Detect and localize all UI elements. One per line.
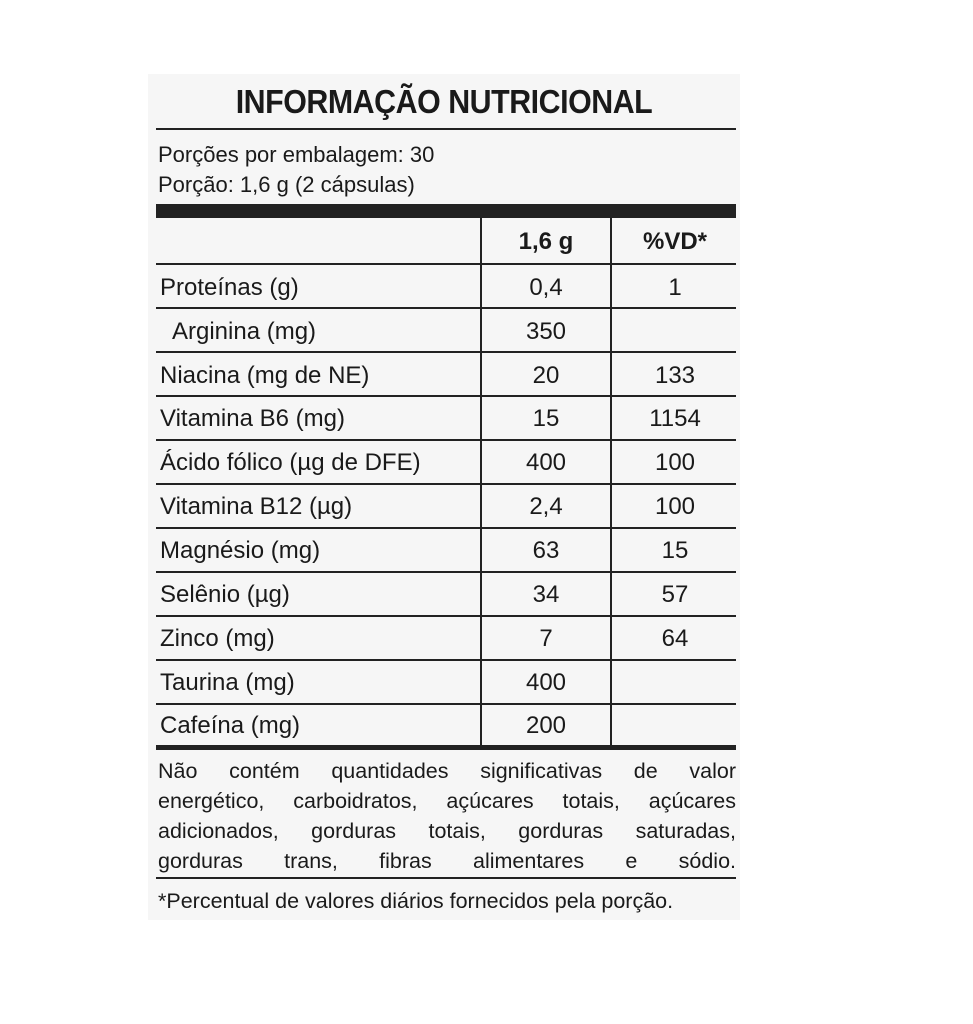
nutrient-label-proteinas: Proteínas (g) <box>160 274 299 301</box>
nutrient-amount-vitamina-b6: 15 <box>532 405 560 432</box>
row-divider <box>156 307 736 309</box>
nutrient-label-magnesio: Magnésio (mg) <box>160 537 321 564</box>
table-bottom-divider <box>156 745 736 750</box>
thick-divider <box>156 204 736 218</box>
nutrient-dv-selenio: 57 <box>661 581 689 608</box>
footnote-insignificant <box>158 756 736 876</box>
nutrient-label-zinco: Zinco (mg) <box>160 625 275 652</box>
nutrient-label-vitamina-b6: Vitamina B6 (mg) <box>160 405 345 432</box>
nutrient-label-vitamina-b12: Vitamina B12 (µg) <box>160 493 353 520</box>
nutrient-dv-vitamina-b12: 100 <box>654 493 696 520</box>
nutrient-amount-vitamina-b12: 2,4 <box>529 493 563 520</box>
footnote-divider <box>156 877 736 879</box>
nutrient-amount-zinco: 7 <box>539 625 553 652</box>
row-divider <box>156 351 736 353</box>
footnote-line: gorduras trans, fibras alimentares e sódio. <box>158 849 736 873</box>
nutrient-amount-cafeina: 200 <box>525 712 567 739</box>
column-header-amount: 1,6 g <box>518 228 574 255</box>
label-title: INFORMAÇÃO NUTRICIONAL <box>235 83 653 120</box>
nutrient-label-arginina: Arginina (mg) <box>172 318 317 345</box>
nutrient-label-taurina: Taurina (mg) <box>160 669 295 696</box>
nutrient-label-acido-folico: Ácido fólico (µg de DFE) <box>160 449 421 476</box>
nutrient-amount-niacina: 20 <box>532 362 560 389</box>
nutrient-amount-magnesio: 63 <box>532 537 560 564</box>
nutrient-amount-taurina: 400 <box>525 669 567 696</box>
nutrient-dv-zinco: 64 <box>661 625 689 652</box>
dv-footnote: *Percentual de valores diários fornecidos pela porção. <box>158 889 674 913</box>
nutrient-label-selenio: Selênio (µg) <box>160 581 290 608</box>
footnote-line: Não contém quantidades significativas de valor <box>158 759 736 783</box>
nutrient-dv-acido-folico: 100 <box>654 449 696 476</box>
nutrient-dv-vitamina-b6: 1154 <box>649 405 701 432</box>
nutrient-amount-arginina: 350 <box>525 318 567 345</box>
column-header-dv: %VD* <box>642 228 708 255</box>
serving-size: Porção: 1,6 g (2 cápsulas) <box>158 172 415 197</box>
footnote-line: adicionados, gorduras totais, gorduras saturadas, <box>158 819 736 843</box>
servings-per-package: Porções por embalagem: 30 <box>158 142 435 167</box>
nutrient-amount-acido-folico: 400 <box>525 449 567 476</box>
nutrient-dv-niacina: 133 <box>654 362 696 389</box>
nutrient-amount-selenio: 34 <box>532 581 560 608</box>
nutrient-label-cafeina: Cafeína (mg) <box>160 712 301 739</box>
nutrient-dv-magnesio: 15 <box>661 537 689 564</box>
nutrient-label-niacina: Niacina (mg de NE) <box>160 362 370 389</box>
footnote-line: energético, carboidratos, açúcares totais, açúcares <box>158 789 736 813</box>
nutrient-dv-proteinas: 1 <box>668 274 682 301</box>
row-divider <box>156 263 736 265</box>
nutrient-amount-proteinas: 0,4 <box>529 274 563 301</box>
title-divider <box>156 128 736 130</box>
